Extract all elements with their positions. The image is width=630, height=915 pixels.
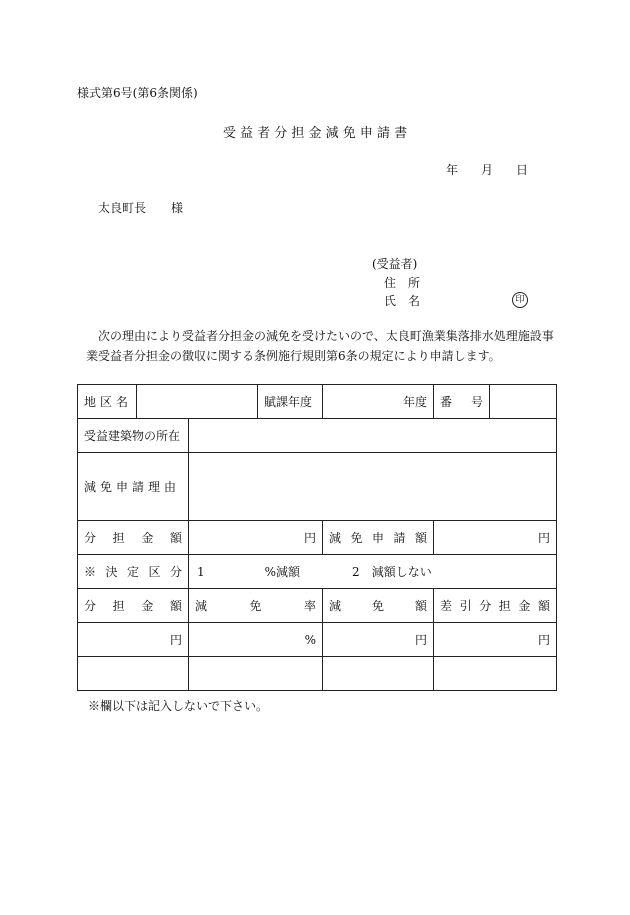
empty-cell[interactable] <box>323 657 434 691</box>
district-label: 地区名 <box>78 385 137 419</box>
empty-cell[interactable] <box>434 657 557 691</box>
applicant-address-label: 住 所 <box>384 276 421 290</box>
addressee-name: 太良町長 <box>98 201 147 215</box>
decision-options[interactable] <box>189 555 557 589</box>
date-year-label: 年 <box>446 163 459 177</box>
application-table <box>77 384 557 691</box>
option-1-text: %減額 <box>264 565 301 579</box>
applicant-heading: (受益者) <box>372 257 418 271</box>
addressee-honorific: 様 <box>171 201 184 215</box>
district-value[interactable] <box>137 385 258 419</box>
tax-year-value[interactable]: 年度 <box>323 385 434 419</box>
col-rate-header: 減免率 <box>189 589 323 623</box>
number-label: 番号 <box>434 385 490 419</box>
amount-cell[interactable]: 円 <box>78 623 189 657</box>
decision-label: ※決定区分 <box>78 555 189 589</box>
col-reduction-header: 減免額 <box>323 589 434 623</box>
amount-label: 分担金額 <box>78 521 189 555</box>
col-amount-header: 分担金額 <box>78 589 189 623</box>
seal-mark <box>512 291 528 308</box>
footnote: ※欄以下は記入しないで下さい。 <box>88 699 269 713</box>
date-month-label: 月 <box>481 163 494 177</box>
request-amount-label: 減免申請額 <box>323 521 434 555</box>
building-location-value[interactable] <box>189 419 557 453</box>
reduction-cell[interactable]: 円 <box>323 623 434 657</box>
empty-cell[interactable] <box>78 657 189 691</box>
table-row <box>78 589 557 623</box>
table-row <box>78 555 557 589</box>
empty-cell[interactable] <box>189 657 323 691</box>
table-row <box>78 657 557 691</box>
building-location-label: 受益建築物の所在 <box>78 419 189 453</box>
difference-cell[interactable]: 円 <box>434 623 557 657</box>
rate-cell[interactable]: % <box>189 623 323 657</box>
table-row <box>78 419 557 453</box>
option-1-number: 1 <box>197 565 205 579</box>
tax-year-label: 賦課年度 <box>258 385 323 419</box>
body-text-line-2: 業受益者分担金の徴収に関する条例施行規則第6条の規定により申請します。 <box>86 349 501 363</box>
amount-value[interactable]: 円 <box>189 521 323 555</box>
table-row <box>78 453 557 521</box>
reason-value[interactable] <box>189 453 557 521</box>
form-number: 様式第6号(第6条関係) <box>77 86 198 100</box>
table-row <box>78 385 557 419</box>
applicant-name-label: 氏 名 <box>384 294 421 308</box>
reason-label: 減免申請理由 <box>78 453 189 521</box>
option-2-text: 減額しない <box>371 565 432 579</box>
col-difference-header: 差引分担金額 <box>434 589 557 623</box>
document-title: 受 益 者 分 担 金 減 免 申 請 書 <box>222 126 408 141</box>
number-value[interactable] <box>490 385 557 419</box>
date-day-label: 日 <box>516 163 529 177</box>
table-row <box>78 623 557 657</box>
table-row <box>78 521 557 555</box>
request-amount-value[interactable]: 円 <box>434 521 557 555</box>
seal-icon: 印 <box>512 292 528 308</box>
option-2-number: 2 <box>352 565 360 579</box>
body-text-line-1: 次の理由により受益者分担金の減免を受けたいので、太良町漁業集落排水処理施設事 <box>98 329 554 343</box>
